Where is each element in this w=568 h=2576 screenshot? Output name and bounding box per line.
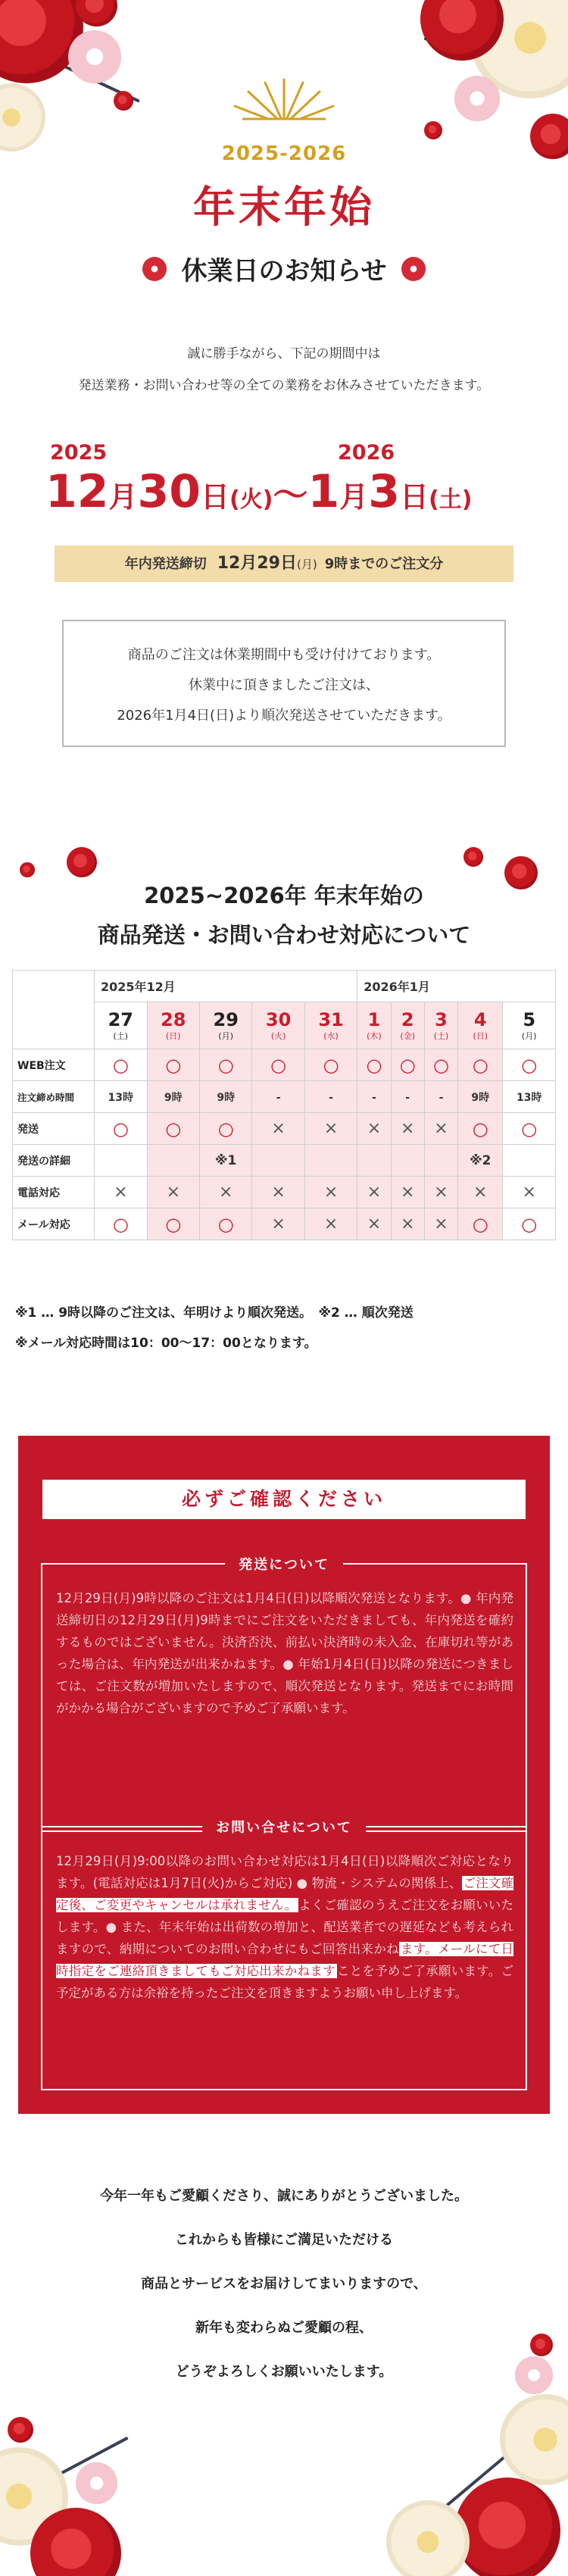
table-cell: ○ xyxy=(252,1049,304,1081)
table-cell: 9時 xyxy=(147,1081,199,1113)
table-cell: ○ xyxy=(147,1113,199,1145)
table-cell: ○ xyxy=(458,1208,503,1240)
table-cell: × xyxy=(304,1177,357,1208)
notice-box xyxy=(62,620,506,747)
month-label: 2025年12月 xyxy=(95,971,357,1002)
end-year: 2026 xyxy=(338,441,395,464)
table-cell: ○ xyxy=(458,1113,503,1145)
closing-line-2: これからも皆様にご満足いただける xyxy=(175,2232,393,2248)
confirm-panel xyxy=(18,1436,550,2114)
table-cell: - xyxy=(252,1081,304,1113)
table-cell: 13時 xyxy=(503,1081,556,1113)
schedule-note-2: ※メール対応時間は10：00〜17：00となります。 xyxy=(15,1336,317,1351)
page-title: 年末年始 xyxy=(193,183,375,233)
table-cell xyxy=(357,1145,391,1177)
schedule-title-1: 2025~2026年 年末年始の xyxy=(144,883,424,908)
shipping-heading: 発送について xyxy=(225,1554,343,1574)
table-cell: ○ xyxy=(503,1049,556,1081)
table-cell: × xyxy=(391,1177,424,1208)
contact-box xyxy=(41,1820,527,2090)
day-header: 29 (月) xyxy=(200,1002,252,1049)
table-cell: - xyxy=(391,1081,424,1113)
row-label: 発送の詳細 xyxy=(13,1145,95,1177)
table-cell: ○ xyxy=(503,1113,556,1145)
table-cell: × xyxy=(95,1177,148,1208)
table-cell: × xyxy=(503,1177,556,1208)
closing-line-1: 今年一年もご愛顧くださり、誠にありがとうございました。 xyxy=(100,2188,468,2204)
table-cell xyxy=(95,1145,148,1177)
table-cell: ※1 xyxy=(200,1145,252,1177)
table-cell: - xyxy=(357,1081,391,1113)
notice-line-2: 休業中に頂きましたご注文は、 xyxy=(189,677,379,693)
day-header: 30 (火) xyxy=(252,1002,304,1049)
table-row xyxy=(13,1177,556,1208)
table-cell: - xyxy=(304,1081,357,1113)
table-cell: ○ xyxy=(503,1208,556,1240)
day-header: 3 (土) xyxy=(424,1002,457,1049)
table-cell: - xyxy=(424,1081,457,1113)
schedule-title-2: 商品発送・お問い合わせ対応について xyxy=(97,922,471,948)
intro-line-2: 発送業務・お問い合わせ等の全ての業務をお休みさせていただきます。 xyxy=(78,378,490,393)
page-subtitle: 休業日のお知らせ xyxy=(181,256,387,286)
table-cell: ○ xyxy=(424,1049,457,1081)
table-cell: × xyxy=(391,1113,424,1145)
day-header: 28 (日) xyxy=(147,1002,199,1049)
table-cell: 9時 xyxy=(200,1081,252,1113)
table-cell: ○ xyxy=(304,1049,357,1081)
table-cell: × xyxy=(200,1177,252,1208)
table-row xyxy=(13,1208,556,1240)
table-cell: × xyxy=(357,1208,391,1240)
plum-icon xyxy=(401,257,426,281)
day-header: 1 (木) xyxy=(357,1002,391,1049)
table-cell: ○ xyxy=(200,1113,252,1145)
table-cell: × xyxy=(424,1208,457,1240)
table-cell xyxy=(391,1145,424,1177)
table-cell: × xyxy=(424,1177,457,1208)
table-row xyxy=(13,1081,556,1113)
table-cell: × xyxy=(304,1208,357,1240)
subtitle-row xyxy=(0,250,568,288)
schedule-note-1: ※1 … 9時以降のご注文は、年明けより順次発送。 ※2 … 順次発送 xyxy=(15,1305,414,1321)
contact-text: 12月29日(月)9:00以降のお問い合わせ対応は1月4日(日)以降順次ご対応となります。(電話対応は1月7日(火)からご対応) ● 物流・システムの関係上、 ご注文確定後、ご変更やキャンセルは承れません。 よくご確認のうえご注文をお願いいたします。● また、年末年始は出荷数の増加と、配送業者での遅延なども考えられますので、納期についてのお問い合わせにもご回答出来かね ます。メールにて日時指定をご連絡頂きましてもご対応出来かねます ことを予めご了承願います。ご予定がある方は余裕を持ったご注文を頂きますようお願い申し上げます。 xyxy=(56,1854,514,2000)
row-label: メール対応 xyxy=(13,1208,95,1240)
table-cell: × xyxy=(424,1113,457,1145)
day-header: 2 (金) xyxy=(391,1002,424,1049)
table-cell: ○ xyxy=(357,1049,391,1081)
day-header: 5 (月) xyxy=(503,1002,556,1049)
table-cell: ○ xyxy=(147,1208,199,1240)
shipping-box xyxy=(41,1557,527,1832)
row-label: 電話対応 xyxy=(13,1177,95,1208)
table-row xyxy=(13,1049,556,1081)
confirm-title: 必ずご確認ください xyxy=(42,1480,526,1519)
plum-icon xyxy=(142,257,167,281)
table-cell: × xyxy=(357,1113,391,1145)
day-header: 31 (水) xyxy=(304,1002,357,1049)
table-cell: 9時 xyxy=(458,1081,503,1113)
day-header: 27 (土) xyxy=(95,1002,148,1049)
deadline-banner: 年内発送締切 12月29日(月) 9時までのご注文分 xyxy=(55,546,513,582)
table-cell: ○ xyxy=(147,1049,199,1081)
table-cell: ○ xyxy=(95,1049,148,1081)
table-cell: × xyxy=(252,1208,304,1240)
row-label: WEB注文 xyxy=(13,1049,95,1081)
row-label: 注文締め時間 xyxy=(13,1081,95,1113)
row-label: 発送 xyxy=(13,1113,95,1145)
contact-heading: お問い合せについて xyxy=(202,1817,366,1837)
closing-line-5: どうぞよろしくお願いいたします。 xyxy=(175,2364,393,2380)
month-label: 2026年1月 xyxy=(357,971,556,1002)
table-cell: × xyxy=(458,1177,503,1208)
header-years: 2025-2026 xyxy=(221,142,347,165)
table-cell: ○ xyxy=(95,1208,148,1240)
intro-line-1: 誠に勝手ながら、下記の期間中は xyxy=(187,346,381,361)
table-cell: × xyxy=(304,1113,357,1145)
table-cell: × xyxy=(147,1177,199,1208)
table-cell: 13時 xyxy=(95,1081,148,1113)
closing-line-3: 商品とサービスをお届けしてまいりますので、 xyxy=(141,2276,427,2292)
schedule-table xyxy=(12,970,556,1240)
table-cell xyxy=(304,1145,357,1177)
table-cell: ○ xyxy=(391,1049,424,1081)
notice-line-1: 商品のご注文は休業期間中も受け付けております。 xyxy=(127,647,441,663)
table-cell: ※2 xyxy=(458,1145,503,1177)
notice-line-3: 2026年1月4日(日)より順次発送させていただきます。 xyxy=(117,708,451,724)
table-cell: ○ xyxy=(200,1208,252,1240)
shipping-text: 12月29日(月)9時以降のご注文は1月4日(日)以降順次発送となります。● 年内発送締切日の12月29日(月)9時までにご注文をいただきましても、年内発送を確約するものではございません。決済否決、前払い決済時の未入金、在庫切れ等があった場合は、年内発送が出来かねます。● 年始1月4日(日)以降の発送につきましては、ご注文数が増加いたしますので、順次発送となります。発送までにお時間がかかる場合がございますので予めご了承願います。 xyxy=(56,1591,513,1715)
table-row xyxy=(13,1113,556,1145)
closing-line-4: 新年も変わらぬご愛顧の程、 xyxy=(195,2320,373,2336)
start-year: 2025 xyxy=(50,441,108,464)
table-row xyxy=(13,1145,556,1177)
table-cell: ○ xyxy=(458,1049,503,1081)
holiday-period: 12月30日(火)〜1月3日(土) xyxy=(45,465,473,518)
day-header: 4 (日) xyxy=(458,1002,503,1049)
table-cell: ○ xyxy=(200,1049,252,1081)
table-cell: × xyxy=(252,1177,304,1208)
table-cell: × xyxy=(391,1208,424,1240)
table-cell xyxy=(503,1145,556,1177)
table-cell xyxy=(252,1145,304,1177)
table-cell: × xyxy=(357,1177,391,1208)
table-cell xyxy=(424,1145,457,1177)
table-cell xyxy=(147,1145,199,1177)
table-cell: ○ xyxy=(95,1113,148,1145)
sunburst-ornament xyxy=(220,72,348,133)
table-cell: × xyxy=(252,1113,304,1145)
